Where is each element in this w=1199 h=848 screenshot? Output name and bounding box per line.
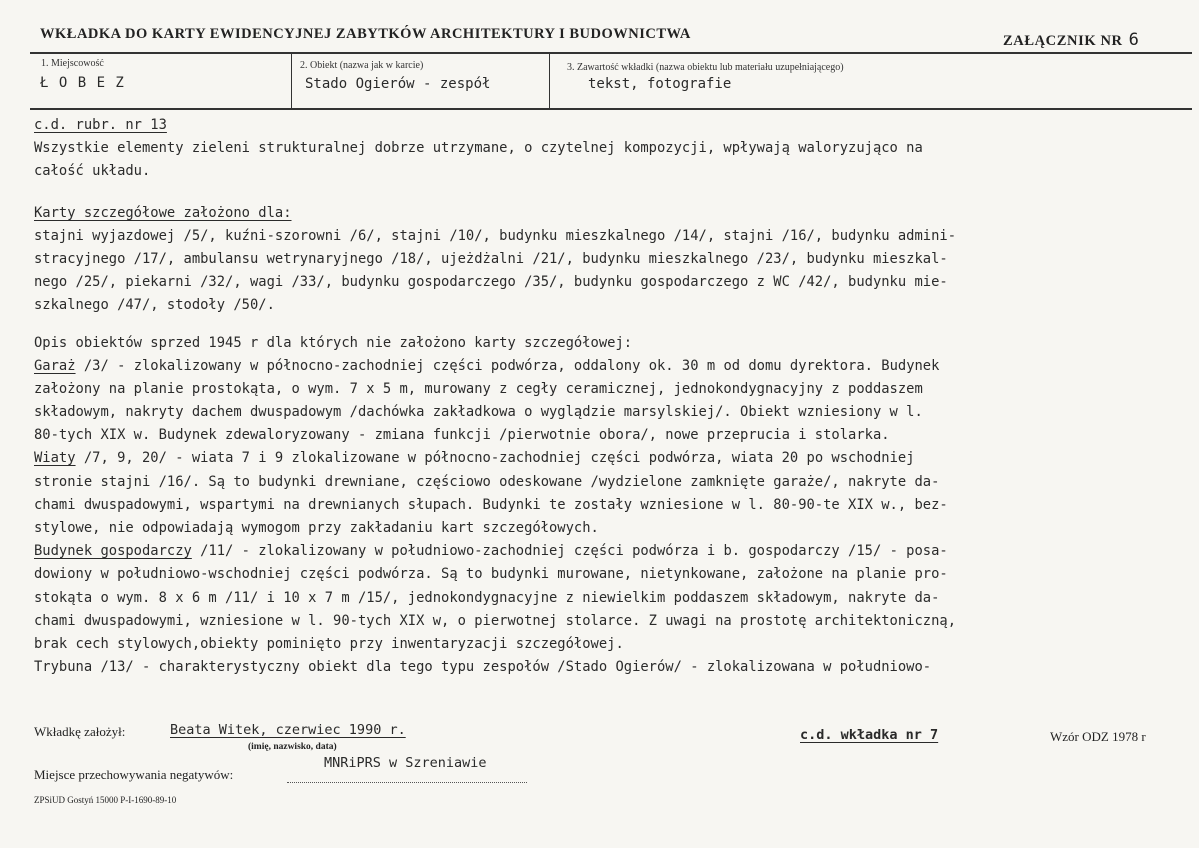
- farm-line-3: stokąta o wym. 8 x 6 m /11/ i 10 x 7 m /15/, jednokondygnacyjne z niewielkim poddaszem składowym, nakryte da-: [34, 589, 940, 606]
- object-label: 2. Obiekt (nazwa jak w karcie): [300, 60, 424, 71]
- sheds-line-3: chami dwuspadowymi, wspartymi na drewnianych słupach. Budynki te zostały wzniesione w l. 80-90-te XIX w., bez-: [34, 496, 948, 513]
- farm-line-2: dowiony w południowo-wschodniej części podwórza. Są to budynki murowane, nietynkowane, założone na planie pro-: [34, 566, 948, 583]
- header-rule: [30, 52, 1192, 54]
- attachment-label: ZAŁĄCZNIK NR: [1003, 33, 1123, 49]
- garage-line-1-text: /3/ - zlokalizowany w północno-zachodniej części podwórza, oddalony ok. 30 m od domu dyrektora. Budynek: [75, 357, 940, 374]
- garage-title: Garaż: [34, 357, 76, 374]
- locality-value: Ł O B E Z: [40, 75, 125, 91]
- locality-label: 1. Miejscowość: [41, 58, 104, 69]
- form-code: Wzór ODZ 1978 r: [1050, 729, 1146, 744]
- fields-rule: [30, 108, 1192, 110]
- cards-line-3: nego /25/, piekarni /32/, wagi /33/, budynku gospodarczego /35/, budynku gospodarczego z WC /42/, budynku mie-: [34, 274, 948, 291]
- field-divider-1: [291, 53, 292, 109]
- sheds-line-2: stronie stajni /16/. Są to budynki drewniane, częściowo odeskowane /wydzielone zamknięte garaże/, nakryte da-: [34, 473, 940, 490]
- content-label: 3. Zawartość wkładki (nazwa obiektu lub materiału uzupełniającego): [567, 62, 844, 73]
- farm-title: Budynek gospodarczy: [34, 543, 192, 560]
- garage-line-4: 80-tych XIX w. Budynek zdewaloryzowany - zmiana funkcji /pierwotnie obora/, nowe przeprucia i stolarka.: [34, 427, 890, 444]
- intro-line-2: całość układu.: [34, 163, 151, 180]
- desc-heading: Opis obiektów sprzed 1945 r dla których nie założono karty szczegółowej:: [34, 334, 633, 351]
- cards-heading: Karty szczegółowe założono dla:: [34, 204, 292, 221]
- garage-line-2: założony na planie prostokąta, o wym. 7 x 5 m, murowany z cegły ceramicznej, jednokondygnacyjny z poddaszem: [34, 380, 923, 397]
- attachment-number: [1003, 30, 1139, 50]
- intro-line-1: Wszystkie elementy zieleni strukturalnej dobrze utrzymane, o czytelnej kompozycji, wpływają waloryzująco na: [34, 140, 923, 157]
- farm-line-1: [34, 540, 1184, 563]
- author-value: Beata Witek, czerwiec 1990 r.: [170, 722, 406, 738]
- cards-line-4: szkalnego /47/, stodoły /50/.: [34, 297, 275, 314]
- garage-line-1: [34, 355, 1184, 378]
- farm-line-5: brak cech stylowych,obiekty pominięto przy inwentaryzacji szczegółowej.: [34, 635, 624, 652]
- negatives-label: Miejsce przechowywania negatywów:: [34, 767, 234, 782]
- negatives-value: MNRiPRS w Szreniawie: [324, 755, 487, 771]
- content-value: tekst, fotografie: [588, 76, 732, 92]
- negatives-dotline: [287, 782, 527, 783]
- object-value: Stado Ogierów - zespół: [305, 76, 491, 92]
- author-label: Wkładkę założył:: [34, 724, 126, 739]
- sheds-title: Wiaty: [34, 450, 76, 467]
- sheds-line-1-text: /7, 9, 20/ - wiata 7 i 9 zlokalizowane w północno-zachodniej części podwórza, wiata 20 po wschodniej: [75, 450, 915, 467]
- stand-line: Trybuna /13/ - charakterystyczny obiekt dla tego typu zespołów /Stado Ogierów/ - zlokalizowana w południowo-: [34, 659, 932, 676]
- document-body: [34, 114, 1184, 679]
- continuation-note: c.d. wkładka nr 7: [800, 727, 939, 743]
- sheds-line-4: stylowe, nie odpowiadają wymogom przy zakładaniu kart szczegółowych.: [34, 520, 599, 536]
- cards-line-1: stajni wyjazdowej /5/, kuźni-szorowni /6/, stajni /10/, budynku mieszkalnego /14/, stajni /16/, budynku admini-: [34, 227, 957, 244]
- document-title: WKŁADKA DO KARTY EWIDENCYJNEJ ZABYTKÓW ARCHITEKTURY I BUDOWNICTWA: [40, 26, 691, 42]
- garage-line-3: składowym, nakryty dachem dwuspadowym /dachówka zakładkowa o wyglądzie marsylskiej/. Obiekt wzniesiony w l.: [34, 404, 923, 421]
- body-heading: c.d. rubr. nr 13: [34, 117, 167, 133]
- author-hint: (imię, nazwisko, data): [248, 742, 337, 752]
- cards-line-2: stracyjnego /17/, ambulansu wetrynaryjnego /18/, ujeżdżalni /21/, budynku mieszkalnego /23/, budynku mieszkal-: [34, 250, 948, 267]
- attachment-value: 6: [1128, 30, 1140, 50]
- printer-imprint: ZPSiUD Gostyń 15000 P-I-1690-89-10: [34, 795, 177, 805]
- field-divider-2: [549, 53, 550, 109]
- farm-line-1-text: /11/ - zlokalizowany w południowo-zachodniej części podwórza i b. gospodarczy /15/ - posa-: [191, 543, 948, 560]
- farm-line-4: chami dwuspadowymi, wzniesione w l. 90-tych XIX w, o pierwotnej stolarce. Z uwagi na prostotę architektoniczną,: [34, 612, 957, 629]
- sheds-line-1: [34, 447, 1184, 470]
